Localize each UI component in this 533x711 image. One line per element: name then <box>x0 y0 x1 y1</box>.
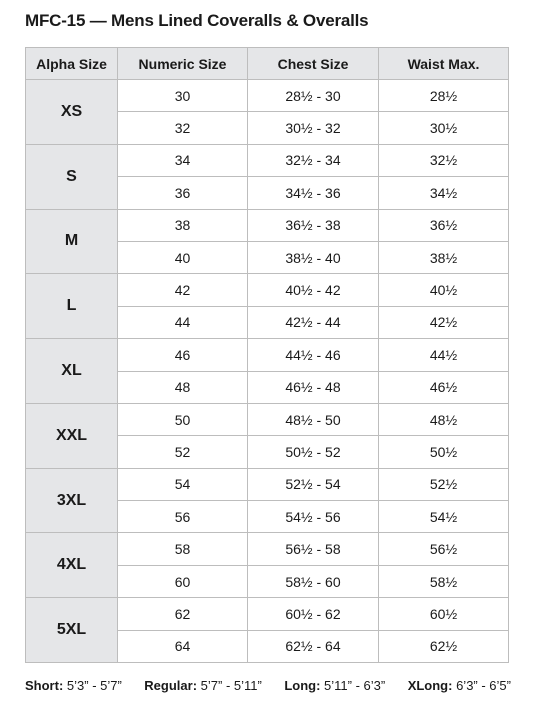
header-chest-size: Chest Size <box>248 48 379 80</box>
chest-size-cell: 56½ - 58 <box>248 533 379 565</box>
header-waist-max: Waist Max. <box>379 48 509 80</box>
waist-max-cell: 48½ <box>379 403 509 435</box>
numeric-size-cell: 34 <box>118 144 248 176</box>
numeric-size-cell: 32 <box>118 112 248 144</box>
table-row <box>26 339 509 371</box>
chest-size-cell: 50½ - 52 <box>248 436 379 468</box>
alpha-size-cell: L <box>26 274 118 339</box>
legend-xlong: XLong: 6’3” - 6’5” <box>407 678 511 693</box>
table-row <box>26 209 509 241</box>
numeric-size-cell: 44 <box>118 306 248 338</box>
waist-max-cell: 40½ <box>379 274 509 306</box>
waist-max-cell: 38½ <box>379 241 509 273</box>
alpha-size-cell: 4XL <box>26 533 118 598</box>
waist-max-cell: 28½ <box>379 80 509 112</box>
size-chart-table <box>25 47 509 663</box>
alpha-size-cell: S <box>26 144 118 209</box>
chest-size-cell: 54½ - 56 <box>248 501 379 533</box>
chest-size-cell: 42½ - 44 <box>248 306 379 338</box>
waist-max-cell: 44½ <box>379 339 509 371</box>
chest-size-cell: 36½ - 38 <box>248 209 379 241</box>
alpha-size-cell: XS <box>26 80 118 145</box>
header-numeric-size: Numeric Size <box>118 48 248 80</box>
chest-size-cell: 58½ - 60 <box>248 565 379 597</box>
legend-short: Short: 5’3” - 5’7” <box>25 678 122 693</box>
waist-max-cell: 34½ <box>379 177 509 209</box>
numeric-size-cell: 30 <box>118 80 248 112</box>
numeric-size-cell: 38 <box>118 209 248 241</box>
table-row <box>26 144 509 176</box>
table-row <box>26 403 509 435</box>
chest-size-cell: 28½ - 30 <box>248 80 379 112</box>
waist-max-cell: 36½ <box>379 209 509 241</box>
header-alpha-size: Alpha Size <box>26 48 118 80</box>
numeric-size-cell: 52 <box>118 436 248 468</box>
waist-max-cell: 42½ <box>379 306 509 338</box>
alpha-size-cell: XL <box>26 339 118 404</box>
chest-size-cell: 44½ - 46 <box>248 339 379 371</box>
numeric-size-cell: 48 <box>118 371 248 403</box>
chest-size-cell: 46½ - 48 <box>248 371 379 403</box>
waist-max-cell: 46½ <box>379 371 509 403</box>
chest-size-cell: 38½ - 40 <box>248 241 379 273</box>
table-row <box>26 468 509 500</box>
numeric-size-cell: 54 <box>118 468 248 500</box>
waist-max-cell: 30½ <box>379 112 509 144</box>
waist-max-cell: 56½ <box>379 533 509 565</box>
table-row <box>26 598 509 630</box>
chest-size-cell: 34½ - 36 <box>248 177 379 209</box>
chest-size-cell: 52½ - 54 <box>248 468 379 500</box>
numeric-size-cell: 58 <box>118 533 248 565</box>
chest-size-cell: 40½ - 42 <box>248 274 379 306</box>
alpha-size-cell: M <box>26 209 118 274</box>
waist-max-cell: 54½ <box>379 501 509 533</box>
numeric-size-cell: 46 <box>118 339 248 371</box>
alpha-size-cell: XXL <box>26 403 118 468</box>
table-row <box>26 80 509 112</box>
table-row <box>26 533 509 565</box>
numeric-size-cell: 60 <box>118 565 248 597</box>
table-row <box>26 274 509 306</box>
chest-size-cell: 60½ - 62 <box>248 598 379 630</box>
legend-long: Long: 5’11” - 6’3” <box>284 678 386 693</box>
numeric-size-cell: 36 <box>118 177 248 209</box>
numeric-size-cell: 42 <box>118 274 248 306</box>
chest-size-cell: 48½ - 50 <box>248 403 379 435</box>
waist-max-cell: 62½ <box>379 630 509 662</box>
page-title: MFC-15 — Mens Lined Coveralls & Overalls <box>25 11 369 30</box>
chest-size-cell: 62½ - 64 <box>248 630 379 662</box>
waist-max-cell: 50½ <box>379 436 509 468</box>
numeric-size-cell: 50 <box>118 403 248 435</box>
waist-max-cell: 60½ <box>379 598 509 630</box>
header-row <box>26 48 509 80</box>
legend-regular: Regular: 5’7” - 5’11” <box>144 678 262 693</box>
numeric-size-cell: 56 <box>118 501 248 533</box>
size-table-body <box>26 80 509 663</box>
chest-size-cell: 32½ - 34 <box>248 144 379 176</box>
length-legend <box>25 678 511 693</box>
numeric-size-cell: 62 <box>118 598 248 630</box>
numeric-size-cell: 40 <box>118 241 248 273</box>
alpha-size-cell: 5XL <box>26 598 118 663</box>
alpha-size-cell: 3XL <box>26 468 118 533</box>
waist-max-cell: 32½ <box>379 144 509 176</box>
waist-max-cell: 52½ <box>379 468 509 500</box>
numeric-size-cell: 64 <box>118 630 248 662</box>
chest-size-cell: 30½ - 32 <box>248 112 379 144</box>
waist-max-cell: 58½ <box>379 565 509 597</box>
